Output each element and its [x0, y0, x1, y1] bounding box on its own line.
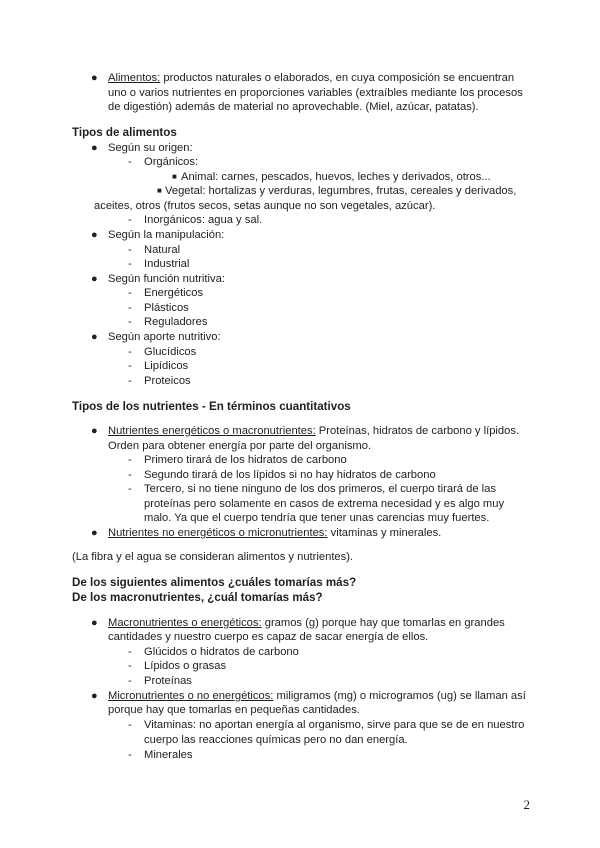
bullet-icon: ●: [91, 331, 98, 343]
square-bullet-icon: ■: [157, 186, 162, 195]
list-item-continued: aceites, otros (frutos secos, setas aunque no son vegetales, azúcar).: [94, 200, 436, 212]
dash-icon: -: [128, 675, 132, 687]
bullet-icon: ●: [91, 527, 98, 539]
list-item: Según la manipulación:: [108, 229, 225, 241]
dash-icon: -: [128, 719, 132, 731]
bullet-icon: ●: [91, 617, 98, 629]
list-item: Proteínas: [144, 675, 192, 687]
dash-icon: -: [128, 244, 132, 256]
dash-icon: -: [128, 454, 132, 466]
list-item: Lipídicos: [144, 360, 189, 372]
micro-section-text: miligramos (mg) o microgramos (ug) se llaman así: [273, 690, 526, 702]
dash-icon: -: [128, 360, 132, 372]
list-item: Reguladores: [144, 316, 208, 328]
list-item: Natural: [144, 244, 181, 256]
tipos-nutrientes-heading: Tipos de los nutrientes - En términos cuantitativos: [72, 400, 351, 413]
question-2: De los macronutrientes, ¿cuál tomarías más?: [72, 591, 323, 604]
list-item: Primero tirará de los hidratos de carbono: [144, 454, 347, 466]
micro-section-line: [108, 689, 526, 703]
list-item-continued: proteínas pero solamente en casos de extrema necesidad y es algo muy: [144, 498, 505, 510]
macro-section-line: [108, 616, 505, 630]
list-item-continued: porque hay que tomarlas en pequeñas cantidades.: [108, 704, 360, 716]
macronutrientes-text: Proteínas, hidratos de carbono y lípidos.: [315, 425, 520, 437]
dash-icon: -: [128, 749, 132, 761]
list-item: Glúcidos o hidratos de carbono: [144, 646, 299, 658]
list-item: Proteicos: [144, 375, 191, 387]
tipos-alimentos-heading: Tipos de alimentos: [72, 126, 177, 139]
dash-icon: -: [128, 469, 132, 481]
dash-icon: -: [128, 346, 132, 358]
square-bullet-icon: ■: [172, 172, 177, 181]
list-item-continued: Orden para obtener energía por parte del organismo.: [108, 440, 372, 452]
fibra-note: (La fibra y el agua se consideran alimentos y nutrientes).: [72, 551, 354, 563]
bullet-icon: ●: [91, 229, 98, 241]
list-item: Animal: carnes, pescados, huevos, leches y derivados, otros...: [181, 171, 491, 183]
dash-icon: -: [128, 214, 132, 226]
dash-icon: -: [128, 646, 132, 658]
intro-line-3: de digestión) además de material no aprovechable. (Miel, azúcar, patatas).: [108, 101, 479, 113]
list-item: Glucídicos: [144, 346, 197, 358]
list-item-continued: malo. Ya que el cuerpo tendría que tener unas carencias muy fuertes.: [144, 512, 490, 524]
dash-icon: -: [128, 302, 132, 314]
macro-section-text: gramos (g) porque hay que tomarlas en grandes: [261, 617, 505, 629]
list-item: Industrial: [144, 258, 190, 270]
list-item: Plásticos: [144, 302, 189, 314]
bullet-icon: ●: [91, 142, 98, 154]
list-item: Según función nutritiva:: [108, 273, 225, 285]
dash-icon: -: [128, 316, 132, 328]
macronutrientes-term: Nutrientes energéticos o macronutrientes:: [108, 425, 316, 437]
list-item: Según su origen:: [108, 142, 193, 154]
alimentos-term: Alimentos:: [108, 72, 161, 84]
macronutrientes-line: [108, 424, 519, 438]
list-item: Inorgánicos: agua y sal.: [144, 214, 263, 226]
intro-text: productos naturales o elaborados, en cuya composición se encuentran: [160, 72, 515, 84]
intro-line: [108, 71, 514, 85]
question-1: De los siguientes alimentos ¿cuáles tomarías más?: [72, 576, 357, 589]
list-item: Vitaminas: no aportan energía al organismo, sirve para que se de en nuestro: [144, 719, 525, 731]
macro-section-term: Macronutrientes o energéticos:: [108, 617, 262, 629]
list-item: Energéticos: [144, 287, 204, 299]
dash-icon: -: [128, 375, 132, 387]
micronutrientes-term: Nutrientes no energéticos o micronutrientes:: [108, 527, 328, 539]
bullet-icon: ●: [91, 72, 98, 84]
dash-icon: -: [128, 660, 132, 672]
list-item: Orgánicos:: [144, 156, 199, 168]
bullet-icon: ●: [91, 273, 98, 285]
list-item: Minerales: [144, 749, 193, 761]
micro-section-term: Micronutrientes o no energéticos:: [108, 690, 274, 702]
dash-icon: -: [128, 483, 132, 495]
bullet-icon: ●: [91, 425, 98, 437]
dash-icon: -: [128, 156, 132, 168]
list-item: Según aporte nutritivo:: [108, 331, 221, 343]
dash-icon: -: [128, 258, 132, 270]
list-item-continued: cuerpo las reacciones químicas pero no dan energía.: [144, 734, 408, 746]
dash-icon: -: [128, 287, 132, 299]
list-item: Lípidos o grasas: [144, 660, 227, 672]
list-item: Vegetal: hortalizas y verduras, legumbres, frutas, cereales y derivados,: [165, 185, 517, 197]
intro-line-2: uno o varios nutrientes en proporciones variables (extraíbles mediante los procesos: [108, 87, 523, 99]
micronutrientes-text: vitaminas y minerales.: [327, 527, 442, 539]
page-number: 2: [523, 797, 530, 812]
bullet-icon: ●: [91, 690, 98, 702]
list-item: Segundo tirará de los lípidos si no hay hidratos de carbono: [144, 469, 436, 481]
list-item: Tercero, si no tiene ninguno de los dos primeros, el cuerpo tirará de las: [144, 483, 496, 495]
list-item-continued: cantidades y nuestro cuerpo es capaz de sacar energía de ellos.: [108, 631, 429, 643]
micronutrientes-line: [108, 526, 441, 540]
